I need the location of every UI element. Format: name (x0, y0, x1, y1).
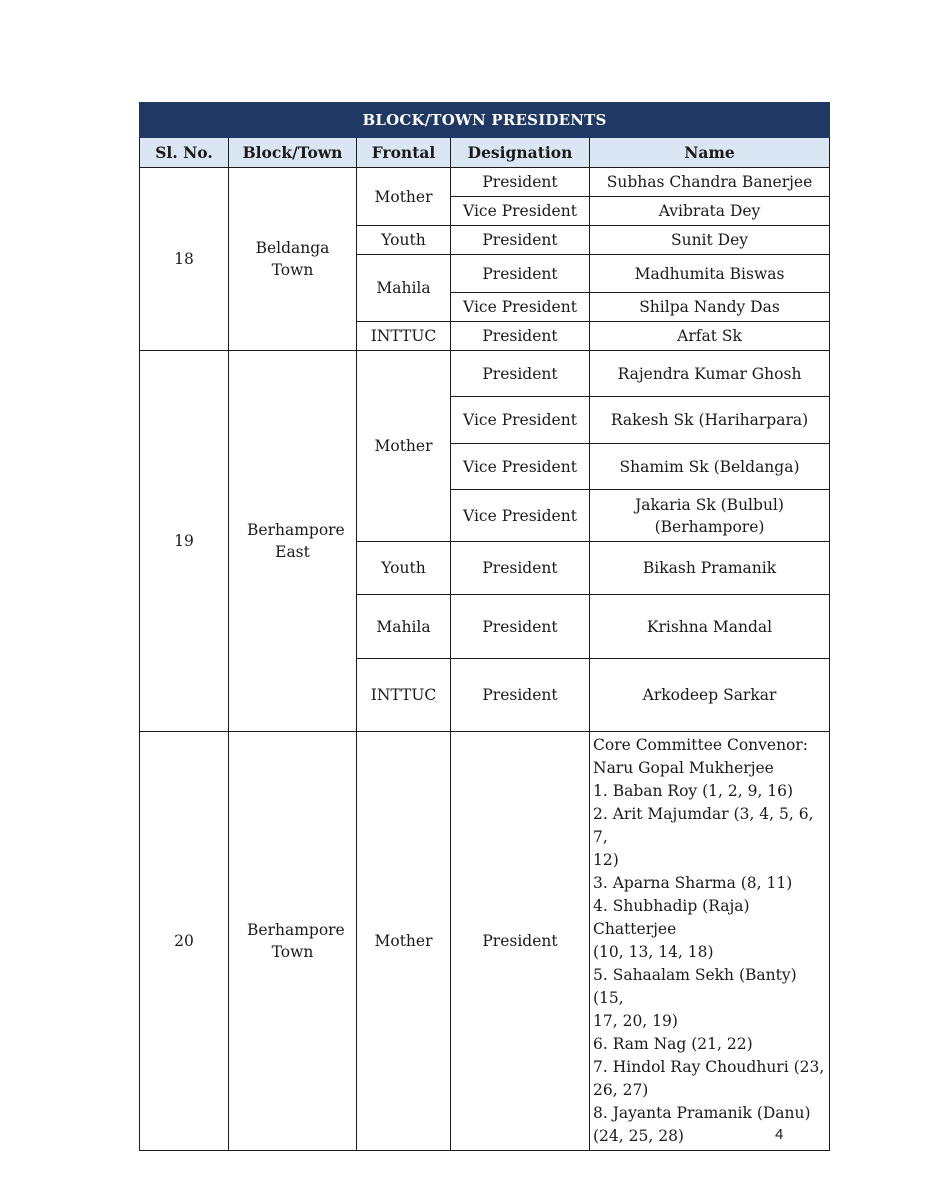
table-row (140, 732, 830, 1151)
designation-cell: President (451, 351, 590, 397)
header-designation: Designation (451, 138, 590, 168)
name-cell: Arfat Sk (590, 322, 830, 351)
sl-no-cell: 18 (140, 168, 229, 351)
block-town-cell: Berhampore East (229, 351, 357, 732)
name-list-line: (10, 13, 14, 18) (593, 943, 714, 961)
sl-no-cell: 19 (140, 351, 229, 732)
block-town-cell: Beldanga Town (229, 168, 357, 351)
frontal-cell: Mahila (357, 255, 451, 322)
designation-cell: Vice President (451, 293, 590, 322)
designation-cell: Vice President (451, 397, 590, 444)
designation-cell: President (451, 595, 590, 659)
name-list-line: 4. Shubhadip (Raja) Chatterjee (593, 897, 750, 938)
name-cell: Sunit Dey (590, 226, 830, 255)
frontal-cell: Mother (357, 351, 451, 542)
presidents-table (139, 102, 830, 1151)
block-town-cell: Berhampore Town (229, 732, 357, 1151)
name-list-line: 26, 27) (593, 1081, 649, 1099)
designation-cell: President (451, 732, 590, 1151)
designation-cell: Vice President (451, 444, 590, 490)
name-cell: Krishna Mandal (590, 595, 830, 659)
name-list-line: 5. Sahaalam Sekh (Banty) (15, (593, 966, 797, 1007)
frontal-cell: Mother (357, 168, 451, 226)
frontal-cell: Youth (357, 542, 451, 595)
designation-cell: President (451, 255, 590, 293)
header-row (140, 138, 830, 168)
name-cell: Avibrata Dey (590, 197, 830, 226)
name-cell: Shamim Sk (Beldanga) (590, 444, 830, 490)
name-list-line: 7. Hindol Ray Choudhuri (23, (593, 1058, 825, 1076)
name-list-line: 3. Aparna Sharma (8, 11) (593, 874, 793, 892)
name-cell: Subhas Chandra Banerjee (590, 168, 830, 197)
frontal-cell: Youth (357, 226, 451, 255)
header-name: Name (590, 138, 830, 168)
designation-cell: President (451, 542, 590, 595)
designation-cell: President (451, 226, 590, 255)
designation-cell: Vice President (451, 490, 590, 542)
name-list-line: Naru Gopal Mukherjee (593, 759, 774, 777)
name-cell: Madhumita Biswas (590, 255, 830, 293)
name-list-line: 6. Ram Nag (21, 22) (593, 1035, 753, 1053)
frontal-cell: INTTUC (357, 659, 451, 732)
name-list-cell (590, 732, 830, 1151)
name-cell: Rajendra Kumar Ghosh (590, 351, 830, 397)
frontal-cell: Mother (357, 732, 451, 1151)
table-row (140, 351, 830, 397)
name-list-line: Core Committee Convenor: (593, 736, 809, 754)
name-list-line: 12) (593, 851, 619, 869)
header-sl-no: Sl. No. (140, 138, 229, 168)
header-frontal: Frontal (357, 138, 451, 168)
name-cell: Arkodeep Sarkar (590, 659, 830, 732)
table-row (140, 168, 830, 197)
page-number: 4 (775, 1126, 784, 1143)
name-list-line: 2. Arit Majumdar (3, 4, 5, 6, 7, (593, 805, 814, 846)
name-cell: Rakesh Sk (Hariharpara) (590, 397, 830, 444)
designation-cell: President (451, 659, 590, 732)
name-list-line: 17, 20, 19) (593, 1012, 678, 1030)
designation-cell: Vice President (451, 197, 590, 226)
sl-no-cell: 20 (140, 732, 229, 1151)
name-list-line: (24, 25, 28) (593, 1127, 684, 1145)
frontal-cell: Mahila (357, 595, 451, 659)
name-cell: Jakaria Sk (Bulbul) (Berhampore) (590, 490, 830, 542)
name-cell: Shilpa Nandy Das (590, 293, 830, 322)
header-block-town: Block/Town (229, 138, 357, 168)
name-list-line: 1. Baban Roy (1, 2, 9, 16) (593, 782, 794, 800)
table-title: BLOCK/TOWN PRESIDENTS (140, 103, 830, 138)
designation-cell: President (451, 322, 590, 351)
name-cell: Bikash Pramanik (590, 542, 830, 595)
name-list-line: 8. Jayanta Pramanik (Danu) (593, 1104, 811, 1122)
designation-cell: President (451, 168, 590, 197)
frontal-cell: INTTUC (357, 322, 451, 351)
